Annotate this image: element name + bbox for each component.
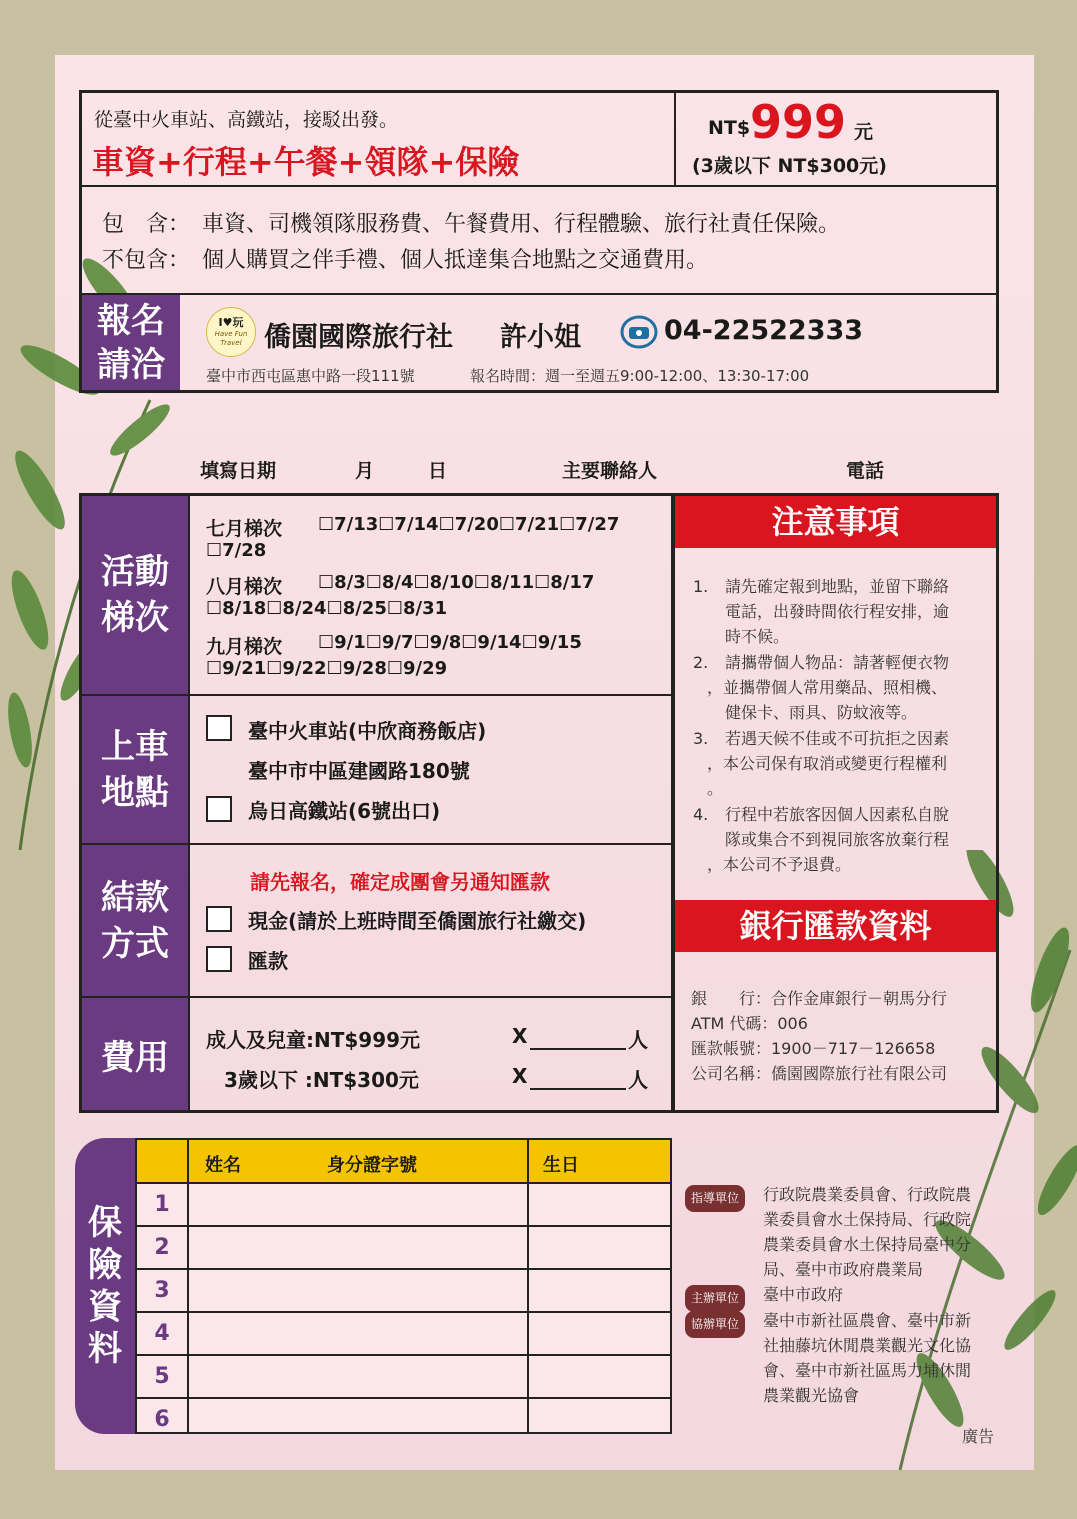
fee-label: 費用 — [101, 1037, 169, 1078]
insurance-row-number: 2 — [154, 1235, 170, 1260]
fee-adult: 成人及兒童:NT$999元 — [206, 1028, 421, 1052]
payment-label-line2: 方式 — [101, 923, 169, 964]
fee-child-count-line[interactable] — [530, 1088, 626, 1090]
aug-label: 八月梯次 — [206, 576, 283, 598]
note-line: ，本公司不予退費。 — [707, 855, 852, 874]
guide-line: 業委員會水土保持局、行政院 — [763, 1210, 972, 1229]
note-line: 。 — [707, 779, 724, 798]
insurance-header-row — [137, 1140, 670, 1184]
child-price: (3歲以下 NT$300元) — [692, 155, 887, 177]
note-line: 隊或集合不到視同旅客放棄行程 — [725, 830, 950, 849]
form-date-label: 填寫日期 — [200, 460, 277, 482]
form-day-label: 日 — [428, 460, 448, 482]
payment-label-line1: 結款 — [101, 877, 169, 918]
price-value: 999 — [750, 95, 847, 149]
phone-icon — [620, 315, 658, 349]
guide-line: 行政院農業委員會、行政院農 — [763, 1185, 972, 1204]
schedule-label-line1: 活動 — [101, 552, 169, 592]
contact-phone[interactable]: 04-22522333 — [664, 315, 864, 346]
price-currency: NT$ — [708, 117, 751, 139]
july-dates-1[interactable]: ☐7/13☐7/14☐7/20☐7/21☐7/27 — [318, 514, 620, 535]
host-name: 臺中市政府 — [763, 1285, 844, 1304]
insurance-row-number: 5 — [154, 1364, 170, 1389]
insurance-label-char: 料 — [88, 1329, 122, 1369]
sep-label: 九月梯次 — [206, 636, 283, 658]
include-text: 車資、司機領隊服務費、午餐費用、行程體驗、旅行社責任保險。 — [202, 212, 841, 237]
pickup-option1: 臺中火車站(中欣商務飯店) — [248, 719, 487, 743]
contact-person: 許小姐 — [500, 322, 581, 353]
note-line: 健保卡、雨具、防蚊液等。 — [725, 703, 918, 722]
pickup-label-line1: 上車 — [101, 726, 169, 767]
pickup-option1-checkbox[interactable] — [206, 715, 232, 741]
sep-dates-2[interactable]: ☐9/21☐9/22☐9/28☐9/29 — [206, 658, 448, 679]
fee-child: 3歲以下 :NT$300元 — [224, 1068, 419, 1092]
fee-adult-person: 人 — [628, 1028, 648, 1052]
payment-cash: 現金(請於上班時間至僑園旅行社繳交) — [248, 909, 587, 933]
note-line: 時不候。 — [725, 627, 790, 646]
co-line: 農業觀光協會 — [763, 1386, 860, 1405]
guide-line: 農業委員會水土保持局臺中分 — [763, 1235, 972, 1254]
insurance-label-char: 資 — [88, 1287, 122, 1327]
bank-account: 匯款帳號：1900－717－126658 — [691, 1039, 936, 1058]
insurance-label — [75, 1138, 135, 1434]
aug-dates-1[interactable]: ☐8/3☐8/4☐8/10☐8/11☐8/17 — [318, 572, 595, 593]
bank-atm-code: ATM 代碼：006 — [691, 1014, 808, 1033]
note-item — [689, 726, 986, 801]
notes-box — [672, 493, 999, 1113]
contact-label — [82, 295, 180, 390]
pickup-option2-checkbox[interactable] — [206, 796, 232, 822]
agency-address: 臺中市西屯區惠中路一段111號 — [206, 367, 415, 385]
payment-transfer: 匯款 — [248, 949, 288, 973]
co-tag: 協辦單位 — [685, 1311, 745, 1338]
bank-title-bar — [675, 900, 996, 952]
note-number: 4. — [693, 805, 709, 824]
insurance-row-number: 3 — [154, 1278, 170, 1303]
pickup-label-line2: 地點 — [101, 772, 169, 813]
insurance-row[interactable] — [137, 1313, 670, 1356]
aug-dates-2[interactable]: ☐8/18☐8/24☐8/25☐8/31 — [206, 598, 448, 619]
insurance-row[interactable] — [137, 1399, 670, 1440]
insurance-table — [135, 1138, 672, 1434]
form-month-label: 月 — [355, 460, 375, 482]
host-tag: 主辦單位 — [685, 1285, 745, 1312]
fee-adult-count-line[interactable] — [530, 1048, 626, 1050]
payment-label — [82, 845, 188, 996]
co-line: 會、臺中市新社區馬力埔休閒 — [763, 1361, 972, 1380]
insurance-row-number: 6 — [154, 1407, 170, 1432]
package-text: 車資+行程+午餐+領隊+保險 — [92, 143, 520, 181]
main-form — [79, 493, 674, 1113]
note-item — [689, 802, 986, 877]
bank-title: 銀行匯款資料 — [739, 907, 932, 945]
include-label: 包 含： — [102, 212, 191, 237]
guide-line: 局、臺中市政府農業局 — [763, 1260, 924, 1279]
insurance-label-char: 保 — [88, 1203, 122, 1243]
agency-name: 僑園國際旅行社 — [264, 322, 453, 353]
form-tel-label: 電話 — [846, 460, 885, 482]
contact-label-line1: 報名 — [97, 300, 165, 341]
contact-label-line2: 請洽 — [97, 344, 165, 385]
notes-list — [689, 574, 986, 878]
bank-name: 銀 行：合作金庫銀行－朝馬分行 — [691, 989, 948, 1008]
fee-child-x: X — [512, 1064, 528, 1088]
schedule-label — [82, 496, 188, 694]
note-number: 1. — [693, 577, 709, 596]
exclude-text: 個人購買之伴手禮、個人抵達集合地點之交通費用。 — [202, 248, 709, 273]
insurance-rows — [137, 1184, 670, 1432]
guide-tag: 指導單位 — [685, 1185, 745, 1212]
payment-cash-checkbox[interactable] — [206, 906, 232, 932]
pickup-option1-address: 臺中市中區建國路180號 — [248, 759, 470, 783]
note-line: ，本公司保有取消或變更行程權利 — [707, 754, 948, 773]
note-item — [689, 574, 986, 649]
pickup-option2: 烏日高鐵站(6號出口) — [248, 799, 441, 823]
note-line: 行程中若旅客因個人因素私自脫 — [725, 805, 950, 824]
fee-adult-x: X — [512, 1024, 528, 1048]
note-line: 請先確定報到地點，並留下聯絡 — [725, 577, 950, 596]
agency-logo — [206, 307, 256, 357]
insurance-row-number: 1 — [154, 1192, 170, 1217]
note-line: ，並攜帶個人常用藥品、照相機、 — [707, 678, 948, 697]
pickup-label — [82, 696, 188, 843]
top-info-box — [79, 90, 999, 393]
exclude-label: 不包含： — [102, 248, 191, 273]
registration-hours: 報名時間：週一至週五9:00-12:00、13:30-17:00 — [470, 367, 810, 385]
insurance-row-number: 4 — [154, 1321, 170, 1346]
form-contact-label: 主要聯絡人 — [562, 460, 658, 482]
agency-logo-subtext: Have Fun Travel — [214, 330, 248, 347]
note-line: 若遇天候不佳或不可抗拒之因素 — [725, 729, 950, 748]
payment-notice: 請先報名，確定成團會另通知匯款 — [250, 870, 550, 894]
insurance-row[interactable] — [137, 1184, 670, 1227]
co-line: 臺中市新社區農會、臺中市新 — [763, 1311, 972, 1330]
notes-title-bar — [675, 496, 996, 548]
july-dates-2[interactable]: ☐7/28 — [206, 540, 267, 561]
col-id-header: 身分證字號 — [327, 1155, 417, 1176]
ad-label: 廣告 — [962, 1427, 995, 1446]
note-number: 2. — [693, 653, 709, 672]
insurance-row[interactable] — [137, 1270, 670, 1313]
note-number: 3. — [693, 729, 709, 748]
july-label: 七月梯次 — [206, 518, 283, 540]
insurance-row[interactable] — [137, 1356, 670, 1399]
sep-dates-1[interactable]: ☐9/1☐9/7☐9/8☐9/14☐9/15 — [318, 632, 582, 653]
price-unit: 元 — [854, 121, 874, 143]
payment-transfer-checkbox[interactable] — [206, 946, 232, 972]
insurance-label-char: 險 — [88, 1245, 122, 1285]
insurance-row[interactable] — [137, 1227, 670, 1270]
co-line: 社抽藤坑休閒農業觀光文化協 — [763, 1336, 972, 1355]
col-birth-header: 生日 — [543, 1155, 579, 1176]
organizers — [685, 1182, 1005, 1408]
notes-title: 注意事項 — [771, 503, 900, 541]
bank-company: 公司名稱：僑園國際旅行社有限公司 — [691, 1064, 948, 1083]
agency-logo-text: I♥玩 — [218, 316, 244, 329]
schedule-label-line2: 梯次 — [101, 598, 169, 638]
col-name-header: 姓名 — [205, 1155, 241, 1176]
note-line: 請攜帶個人物品：請著輕便衣物 — [725, 653, 950, 672]
note-item — [689, 650, 986, 725]
fee-child-person: 人 — [628, 1068, 648, 1092]
note-line: 電話，出發時間依行程安排，逾 — [725, 602, 950, 621]
departure-text: 從臺中火車站、高鐵站，接駁出發。 — [94, 109, 399, 131]
